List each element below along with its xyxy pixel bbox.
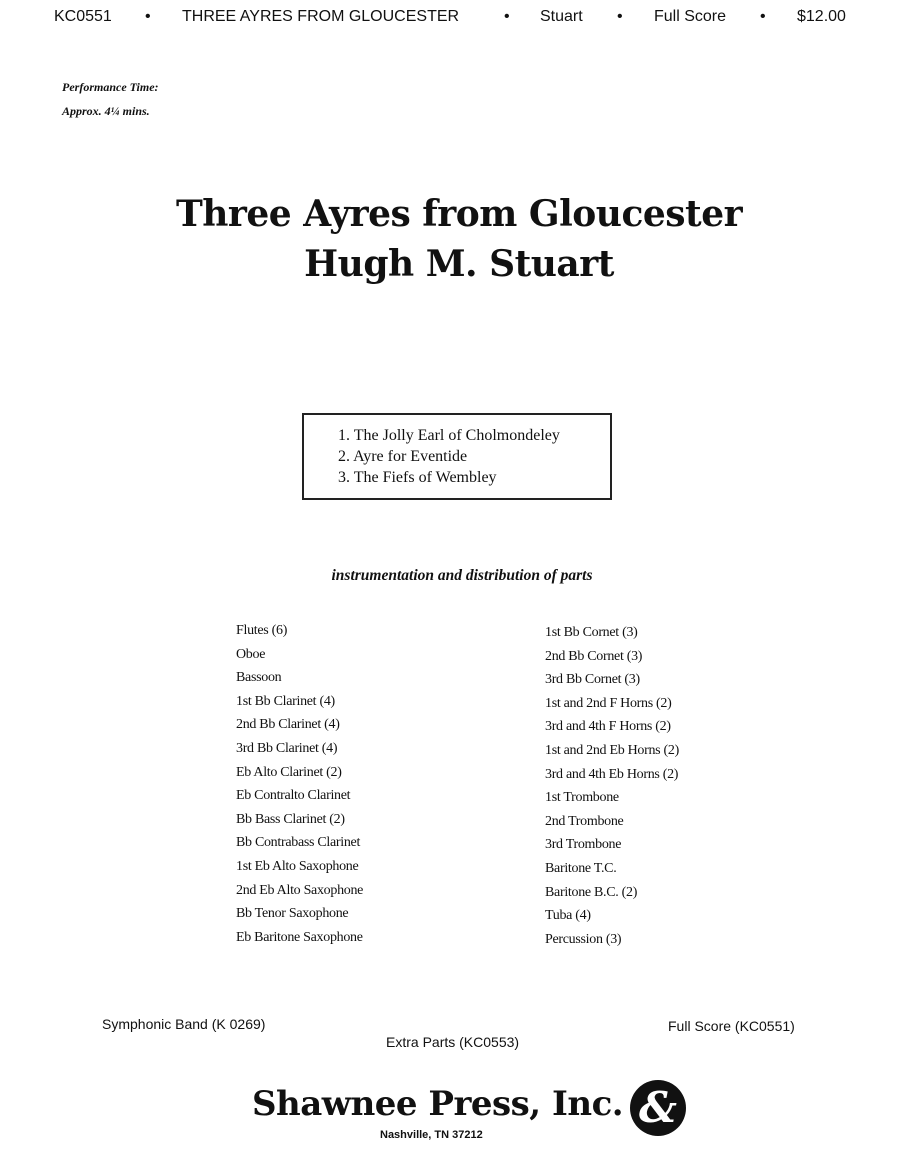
symphonic-band-code: Symphonic Band (K 0269) bbox=[102, 1016, 266, 1032]
instrument-item: 3rd Bb Cornet (3) bbox=[545, 672, 640, 688]
movement-item: 3. The Fiefs of Wembley bbox=[338, 469, 497, 486]
instrument-item: 1st Bb Cornet (3) bbox=[545, 625, 638, 640]
instrumentation-heading: instrumentation and distribution of parts bbox=[331, 567, 593, 584]
instrument-item: Baritone B.C. (2) bbox=[545, 884, 638, 900]
performance-duration: Approx. 4¼ mins. bbox=[62, 104, 150, 118]
instrument-item: Eb Baritone Saxophone bbox=[236, 929, 363, 945]
header-composer: Stuart bbox=[540, 8, 583, 25]
instrument-item: Eb Alto Clarinet (2) bbox=[236, 764, 342, 780]
instrument-item: Baritone T.C. bbox=[545, 861, 617, 876]
instrument-item: 1st Bb Clarinet (4) bbox=[236, 693, 335, 709]
instrument-item: Percussion (3) bbox=[545, 931, 622, 947]
movements-box bbox=[302, 413, 612, 500]
piece-title: Three Ayres from Gloucester bbox=[175, 193, 743, 235]
instrument-item: 2nd Bb Cornet (3) bbox=[545, 648, 643, 664]
instrument-item: 1st Trombone bbox=[545, 790, 619, 806]
header-separator: • bbox=[617, 8, 623, 25]
composer-name: Hugh M. Stuart bbox=[304, 243, 614, 285]
instrument-item: Bb Contrabass Clarinet bbox=[236, 835, 361, 851]
header-title: THREE AYRES FROM GLOUCESTER bbox=[182, 8, 460, 25]
instrument-item: 3rd Bb Clarinet (4) bbox=[236, 741, 338, 756]
instrument-item: Tuba (4) bbox=[545, 908, 591, 924]
header-edition: Full Score bbox=[654, 8, 727, 25]
extra-parts-code: Extra Parts (KC0553) bbox=[386, 1034, 520, 1050]
instrument-item: 3rd and 4th Eb Horns (2) bbox=[545, 766, 679, 782]
instrument-item: Bb Tenor Saxophone bbox=[236, 906, 349, 922]
movement-item: 1. The Jolly Earl of Cholmondeley bbox=[338, 427, 560, 444]
svg-text:&: & bbox=[639, 1083, 677, 1132]
instrument-item: 2nd Eb Alto Saxophone bbox=[236, 882, 364, 898]
instrument-item: 3rd and 4th F Horns (2) bbox=[545, 719, 671, 735]
instrument-item: Flutes (6) bbox=[236, 623, 288, 638]
instrument-item: 1st and 2nd F Horns (2) bbox=[545, 695, 672, 711]
instrument-item: 3rd Trombone bbox=[545, 837, 622, 853]
header-separator: • bbox=[145, 8, 151, 25]
instrument-item: Bassoon bbox=[236, 670, 282, 686]
instrument-item: Eb Contralto Clarinet bbox=[236, 788, 351, 804]
publisher-name: Shawnee Press, Inc. bbox=[252, 1084, 624, 1124]
header-separator: • bbox=[760, 8, 766, 25]
performance-time-label: Performance Time: bbox=[62, 80, 159, 94]
instrument-item: 2nd Bb Clarinet (4) bbox=[236, 717, 340, 733]
publisher-address: Nashville, TN 37212 bbox=[380, 1129, 483, 1141]
instrument-item: Bb Bass Clarinet (2) bbox=[236, 811, 345, 827]
header-price: $12.00 bbox=[797, 8, 846, 25]
ampersand-logo-icon bbox=[628, 1078, 688, 1138]
instrument-item: 1st Eb Alto Saxophone bbox=[236, 859, 359, 874]
instrument-item: 2nd Trombone bbox=[545, 813, 624, 829]
instrument-item: Oboe bbox=[236, 646, 266, 662]
instrument-item: 1st and 2nd Eb Horns (2) bbox=[545, 743, 679, 758]
movement-item: 2. Ayre for Eventide bbox=[338, 448, 468, 465]
full-score-code: Full Score (KC0551) bbox=[668, 1018, 795, 1034]
header-code: KC0551 bbox=[54, 8, 112, 25]
header-separator: • bbox=[504, 8, 510, 25]
